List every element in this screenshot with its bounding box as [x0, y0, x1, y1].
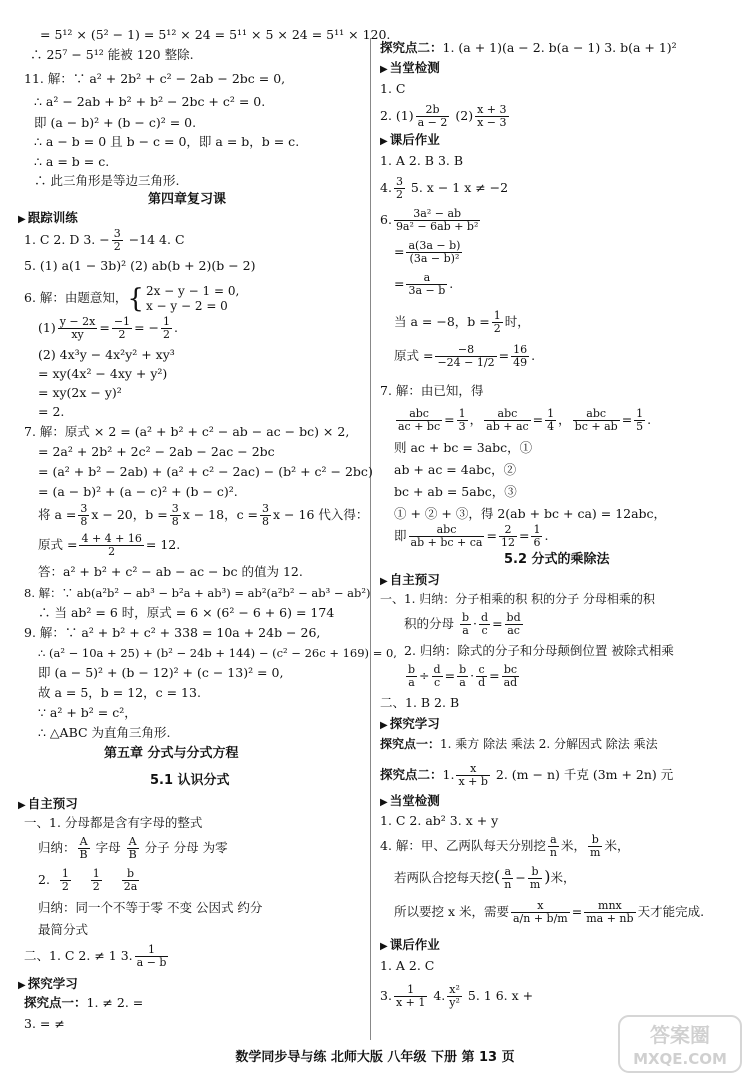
text-line: ∴ (a² − 10a + 25) + (b² − 24b + 144) − (c² − 26c + 169) = 0,	[38, 646, 397, 660]
text-line: 归纳：同一个不等于零 不变 公因式 约分	[38, 900, 263, 915]
text-line: = xy(4x² − 4xy + y²)	[38, 366, 168, 381]
text-line: 原式 = $\frac{4 + 4 + 16}{2}$ = 12.	[38, 532, 181, 558]
triangle-icon: ▶	[380, 64, 388, 75]
section-header: ▶ 探究学习	[380, 716, 440, 731]
text-line: 积的分母 $\frac{b}{a}$ · $\frac{d}{c}$ = $\frac{bd}{ac}$	[404, 611, 521, 637]
triangle-icon: ▶	[380, 136, 388, 147]
text-line: 二、1. C 2. ≠ 1 3. $\frac{1}{a - b}$	[24, 943, 167, 969]
text-line: 4. 解：甲、乙两队每天分别挖 $\frac{a}{n}$ 米， $\frac{b}{m}$ 米，	[380, 833, 630, 859]
text-line: $\frac{b}{a}$ ÷ $\frac{d}{c}$ = $\frac{b}{a}$ · $\frac{c}{d}$ = $\frac{bc}{ad}$	[408, 663, 518, 689]
text-line: 7. 解：原式 × 2 = (a² + b² + c² − ab − ac − bc) × 2,	[24, 424, 350, 439]
brace-symbol: {	[127, 283, 144, 314]
watermark-logo	[615, 1012, 745, 1076]
triangle-icon: ▶	[380, 797, 388, 808]
text-line: = $\frac{a}{3a - b}$ .	[394, 271, 454, 297]
text-line: 1. C 2. D 3. − $\frac{3}{2}$ −14 4. C	[24, 227, 185, 253]
text-line: ab + ac = 4abc，②	[394, 462, 517, 477]
text-line: ∴ a² − 2ab + b² + b² − 2bc + c² = 0.	[34, 94, 266, 109]
chapter-title: 第五章 分式与分式方程	[104, 746, 239, 761]
text-line: 6. 解：由题意知，{ 2x − y − 1 = 0, x − y − 2 = 0	[24, 283, 240, 314]
text-line: ∴ a = b = c.	[34, 154, 110, 169]
text-line: 9. 解：∵ a² + b² + c² + 338 = 10a + 24b − 26,	[24, 625, 321, 640]
triangle-icon: ▶	[380, 941, 388, 952]
section-header: ▶ 自主预习	[18, 796, 78, 811]
text-line: 8. 解：∵ ab(a²b² − ab³ − b²a + ab³) = ab²(a²b² − ab³ − ab²)	[24, 586, 371, 600]
text-line: 2. $\frac{1}{2}$ $\frac{1}{2}$ $\frac{b}{2a}$	[38, 867, 138, 893]
text-line: = 2.	[38, 404, 65, 419]
page-footer: 数学同步导与练 北师大版 八年级 下册 第 13 页	[235, 1050, 515, 1065]
text-line: bc + ab = 5abc，③	[394, 484, 517, 499]
svg-text:MXQE.COM: MXQE.COM	[633, 1050, 727, 1068]
text-line: 则 ac + bc = 3abc，①	[394, 440, 533, 455]
text-line: = $\frac{a(3a - b)}{\text{(3a − b)²}}$	[394, 239, 461, 265]
text-line: 3. = ≠	[24, 1016, 65, 1031]
section-header: ▶ 自主预习	[380, 572, 440, 587]
text-line: 2. (1) $\frac{2b}{a - 2}$ (2) $\frac{x + 3}{x - 3}$	[380, 103, 507, 129]
text-line: = 5¹² × (5² − 1) = 5¹² × 24 = 5¹¹ × 5 × 24 = 5¹¹ × 120.	[40, 27, 391, 42]
text-line: 一、1. 分母都是含有字母的整式	[24, 815, 203, 830]
text-line: 探究点一：1. 乘方 除法 乘法 2. 分解因式 除法 乘法	[380, 737, 658, 751]
text-line: 5. (1) a(1 − 3b)² (2) ab(b + 2)(b − 2)	[24, 258, 256, 273]
section-header: ▶ 当堂检测	[380, 793, 440, 808]
text-line: = 2a² + 2b² + 2c² − 2ab − 2ac − 2bc	[38, 444, 275, 459]
svg-text:答案圈: 答案圈	[650, 1023, 710, 1047]
text-line: 将 a = $\frac{3}{8}$ x − 20，b = $\frac{3}{8}$ x − 18，c = $\frac{3}{8}$ x − 16 代入得：	[38, 502, 369, 528]
triangle-icon: ▶	[380, 720, 388, 731]
text-line: 二、1. B 2. B	[380, 695, 460, 710]
text-line: (1) $\frac{y - 2x}{xy}$ = $\frac{-1}{2}$ = − $\frac{1}{2}$ .	[38, 315, 178, 341]
text-line: 即 abc ab + bc + ca = $\frac{2}{12}$ = $\frac{1}{6}$ .	[394, 523, 549, 549]
text-line: ∴ △ABC 为直角三角形.	[38, 725, 171, 740]
text-line: = (a − b)² + (a − c)² + (b − c)².	[38, 484, 238, 499]
chapter-title: 第四章复习课	[148, 192, 227, 207]
text-line: abc ac + bc = $\frac{1}{3}$ ， abc ab + ac = $\frac{1}{4}$ ， abc bc + ab = $\frac{1}{5}$ .	[398, 407, 652, 433]
section-header: ▶ 当堂检测	[380, 60, 440, 75]
triangle-icon: ▶	[380, 576, 388, 587]
text-line: 探究点二：1. $\frac{x}{x + b}$ 2. (m − n) 千克 (3m + 2n) 元	[380, 762, 674, 788]
section-title: 5.1 认识分式	[150, 773, 230, 788]
text-line: 7. 解：由已知，得	[380, 383, 484, 398]
text-line: 1. A 2. C	[380, 958, 435, 973]
text-line: 原式 = $\frac{-8}{-24 - 1/2}$ = $\frac{16}{49}$ .	[394, 343, 536, 369]
triangle-icon: ▶	[18, 800, 26, 811]
text-line: 1. C 2. ab² 3. x + y	[380, 813, 499, 828]
section-header: ▶ 课后作业	[380, 937, 440, 952]
text-line: ∴ 25⁷ − 5¹² 能被 120 整除.	[30, 47, 194, 62]
text-line: 当 a = −8，b = $\frac{1}{2}$ 时，	[394, 309, 530, 335]
text-line: 11. 解：∵ a² + 2b² + c² − 2ab − 2bc = 0,	[24, 71, 286, 86]
text-line: (2) 4x³y − 4x²y² + xy³	[38, 347, 175, 362]
text-line: ∵ a² + b² = c²，	[38, 705, 137, 720]
triangle-icon: ▶	[18, 214, 26, 225]
text-line: 4. $\frac{3}{2}$ 5. x − 1 x ≠ −2	[380, 175, 509, 201]
text-line: 探究点二：1. (a + 1)(a − 2. b(a − 1) 3. b(a + 1)²	[380, 40, 677, 55]
section-header: ▶ 探究学习	[18, 976, 78, 991]
text-line: 故 a = 5，b = 12，c = 13.	[38, 685, 201, 700]
section-title: 5.2 分式的乘除法	[504, 552, 610, 567]
column-divider	[370, 38, 371, 1040]
text-line: = (a² + b² − 2ab) + (a² + c² − 2ac) − (b² + c² − 2bc)	[38, 464, 373, 479]
text-line: 2. 归纳：除式的分子和分母颠倒位置 被除式相乘	[404, 643, 674, 658]
text-line: 探究点一：1. ≠ 2. =	[24, 995, 144, 1010]
text-line: 即 (a − 5)² + (b − 12)² + (c − 13)² = 0,	[38, 665, 284, 680]
text-line: 3. $\frac{1}{x + 1}$ 4. $\frac{\text{x²}}{\text{y²}}$ 5. 1 6. x +	[380, 983, 534, 1009]
text-line: ∴ 此三角形是等边三角形.	[34, 173, 180, 188]
text-line: ① + ② + ③，得 2(ab + bc + ca) = 12abc，	[394, 506, 667, 521]
section-header: ▶ 跟踪训练	[18, 210, 78, 225]
text-line: 6. $\frac{\text{3a² − ab}}{\text{9a² − 6ab + b²}}$	[380, 207, 479, 233]
text-line: 一、1. 归纳：分子相乘的积 积的分子 分母相乘的积	[380, 592, 655, 606]
text-line: 最简分式	[38, 922, 89, 937]
text-line: 1. C	[380, 81, 406, 96]
text-line: 1. A 2. B 3. B	[380, 153, 464, 168]
text-line: 若两队合挖每天挖( $\frac{a}{n}$ − $\frac{b}{m}$ )米，	[394, 865, 576, 891]
text-line: 即 (a − b)² + (b − c)² = 0.	[34, 115, 197, 130]
text-line: 所以要挖 x 米，需要 $\frac{x}{a/n + b/m}$ = mnx ma + nb 天才能完成.	[394, 899, 705, 925]
text-line: 答：a² + b² + c² − ab − ac − bc 的值为 12.	[38, 564, 303, 579]
text-line: ∴ a − b = 0 且 b − c = 0，即 a = b，b = c.	[34, 134, 300, 149]
text-line: ∴ 当 ab² = 6 时，原式 = 6 × (6² − 6 + 6) = 174	[38, 605, 335, 620]
text-line: = xy(2x − y)²	[38, 385, 122, 400]
triangle-icon: ▶	[18, 980, 26, 991]
text-line: 归纳： $\frac{A}{B}$ 字母 $\frac{A}{B}$ 分子 分母 为零	[38, 835, 228, 861]
section-header: ▶ 课后作业	[380, 132, 440, 147]
